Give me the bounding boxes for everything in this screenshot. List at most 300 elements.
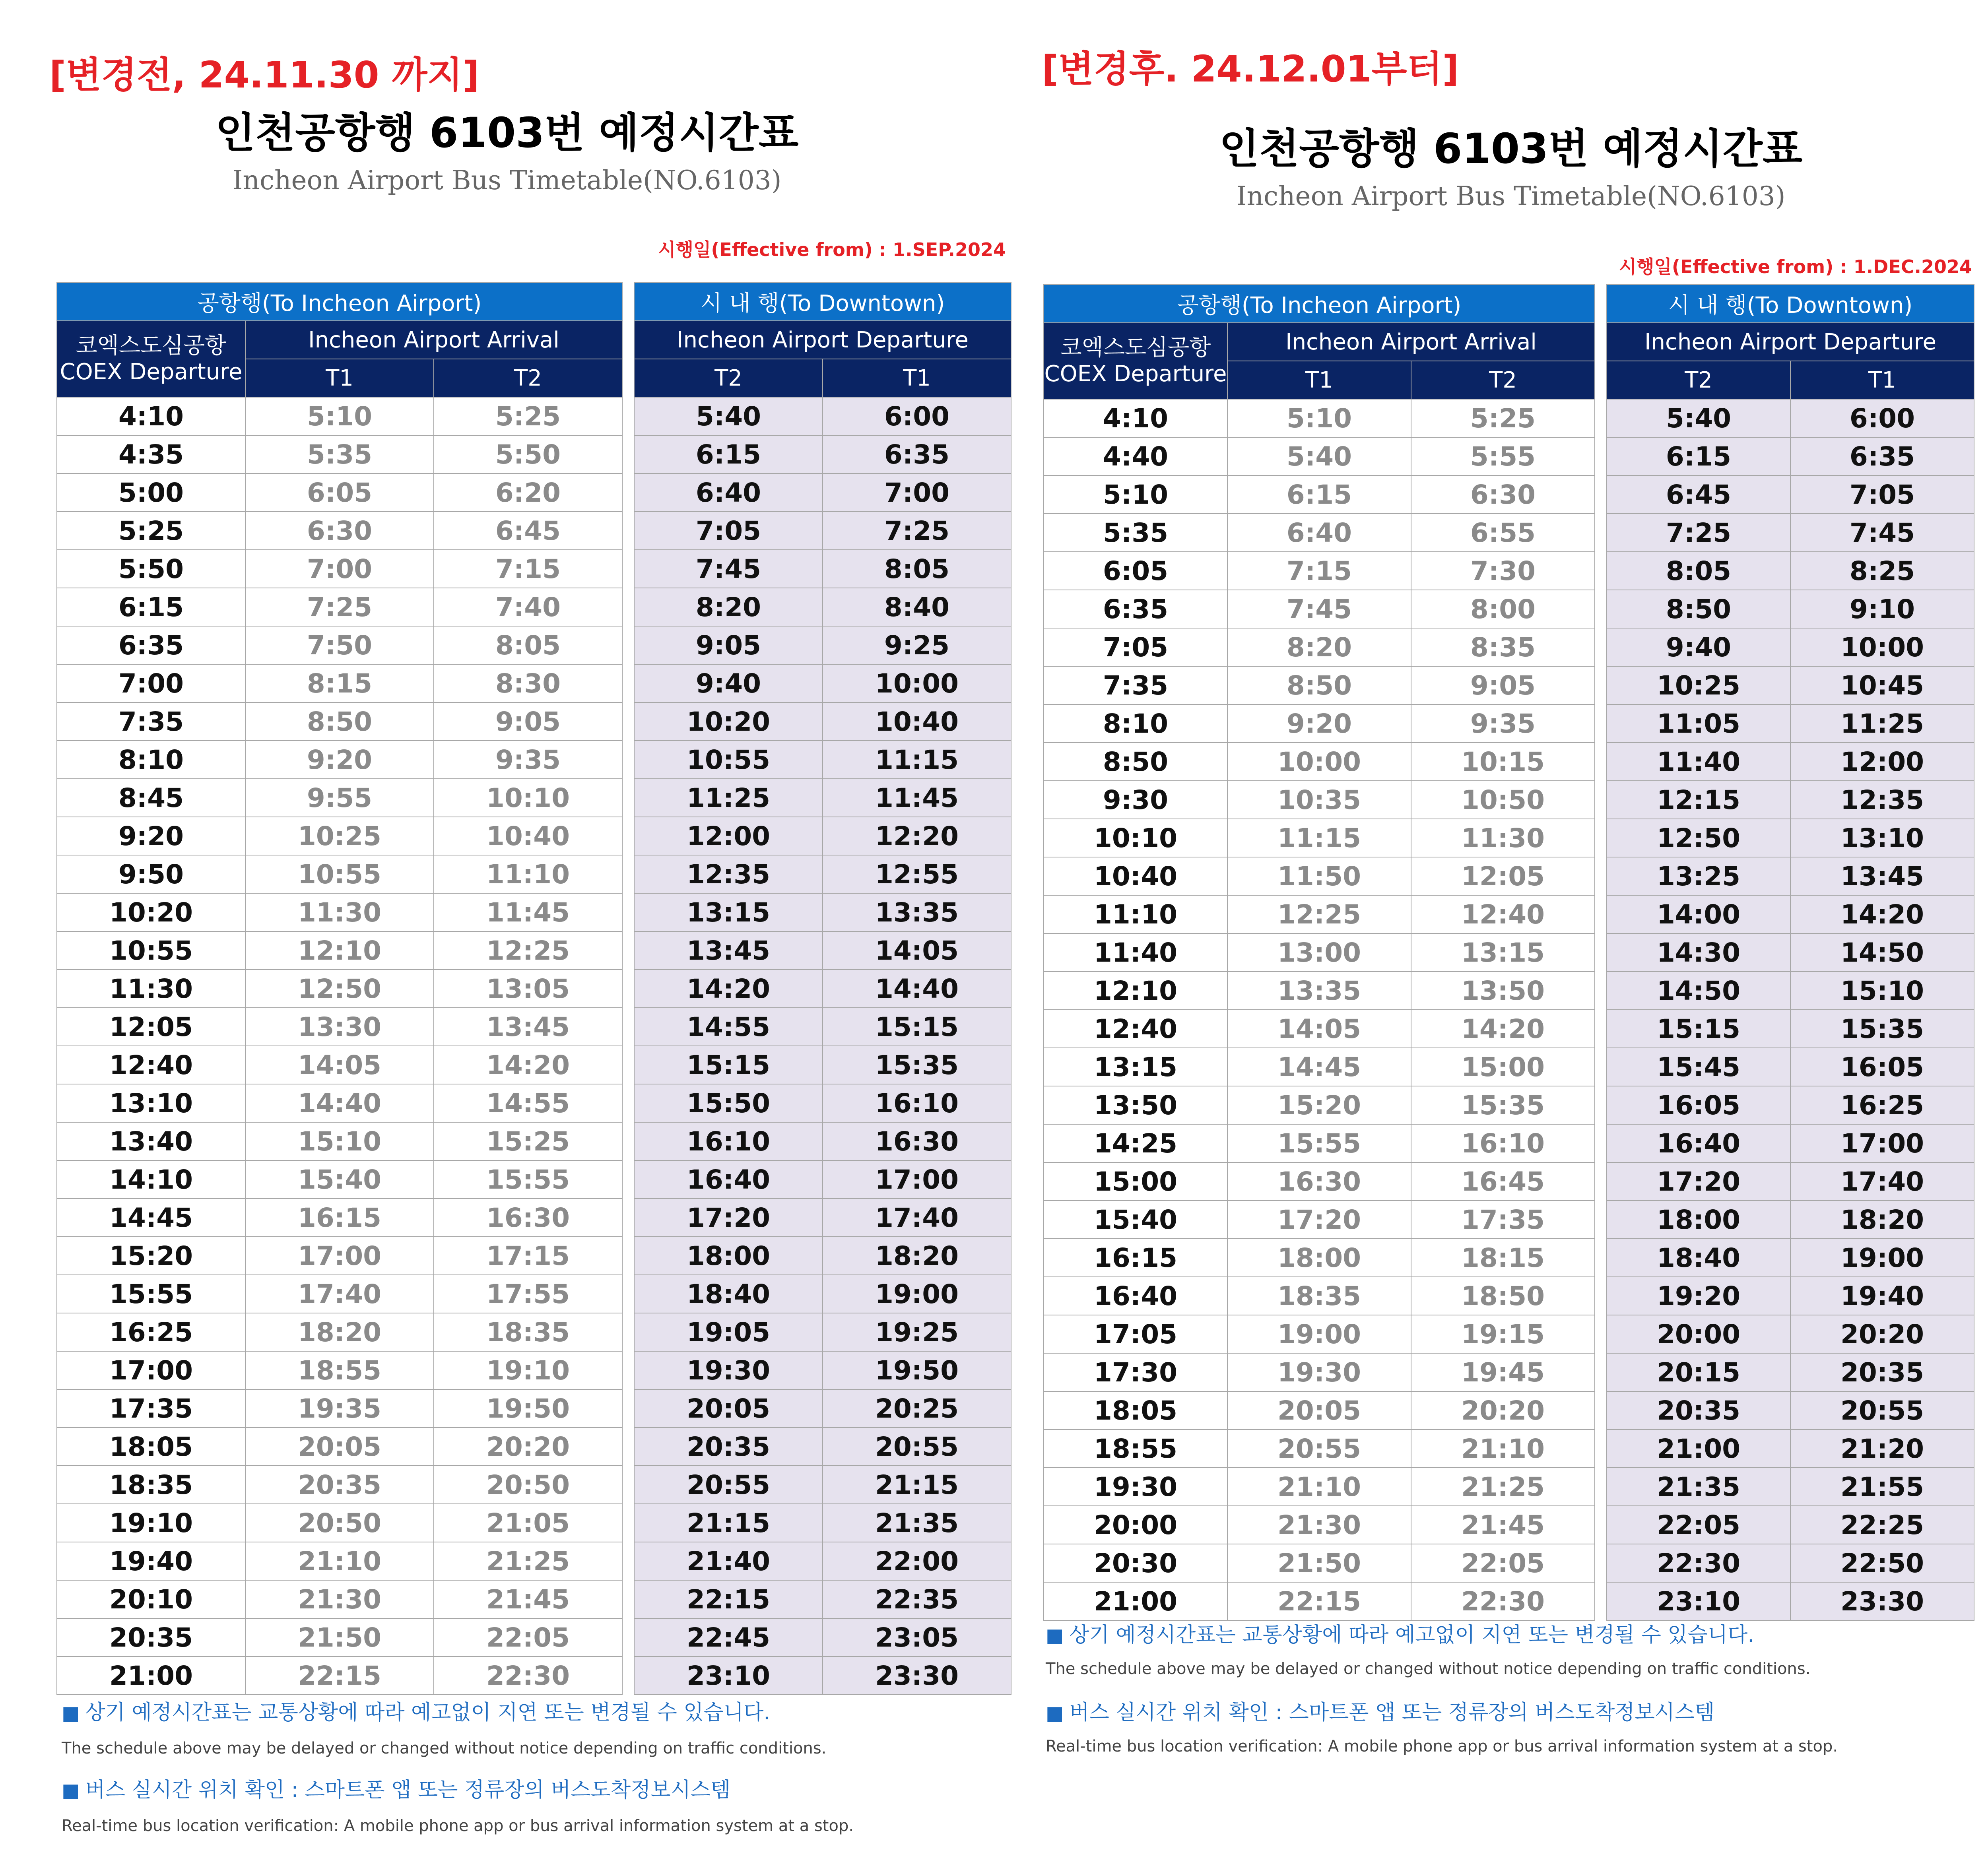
time-cell: 21:15: [823, 1466, 1011, 1504]
time-cell: 22:05: [434, 1618, 622, 1657]
table-row: [1044, 1506, 1595, 1544]
time-cell: 12:35: [634, 855, 823, 893]
table-row: [57, 1313, 622, 1351]
time-cell: 21:15: [634, 1504, 823, 1542]
table-row: [634, 1428, 1011, 1466]
time-cell: 10:15: [1411, 743, 1595, 781]
time-cell: 23:30: [823, 1657, 1011, 1695]
time-cell: 9:35: [434, 741, 622, 779]
table-row: [1607, 1582, 1974, 1620]
time-cell: 15:15: [634, 1046, 823, 1084]
time-cell: 10:50: [1411, 781, 1595, 819]
time-cell: 14:40: [245, 1084, 434, 1122]
realtime-notice-ko-text: 버스 실시간 위치 확인 : 스마트폰 앱 또는 정류장의 버스도착정보시스템: [85, 1778, 731, 1802]
time-cell: 17:15: [434, 1237, 622, 1275]
table-row: [634, 1466, 1011, 1504]
time-cell: 15:50: [634, 1084, 823, 1122]
col-header-t1: T1: [245, 359, 434, 397]
table-row: [634, 626, 1011, 664]
time-cell: 16:40: [634, 1160, 823, 1199]
time-cell: 10:45: [1790, 666, 1974, 704]
time-cell: 21:00: [57, 1657, 245, 1695]
timetable-after-panel: [1034, 0, 1988, 1868]
time-cell: 22:00: [823, 1542, 1011, 1580]
time-cell: 12:40: [57, 1046, 245, 1084]
time-cell: 16:30: [434, 1199, 622, 1237]
time-cell: 21:25: [1411, 1468, 1595, 1506]
time-cell: 8:35: [1411, 628, 1595, 666]
time-cell: 13:05: [434, 970, 622, 1008]
time-cell: 9:20: [245, 741, 434, 779]
time-cell: 15:35: [823, 1046, 1011, 1084]
table-row: [1607, 1544, 1974, 1582]
time-cell: 15:00: [1044, 1162, 1227, 1201]
time-cell: 7:40: [434, 588, 622, 626]
table-row: [57, 1008, 622, 1046]
time-cell: 18:40: [634, 1275, 823, 1313]
table-row: [634, 1237, 1011, 1275]
table-row: [57, 1618, 622, 1657]
table-row: [634, 1618, 1011, 1657]
table-row: [1607, 1124, 1974, 1162]
time-cell: 11:40: [1044, 933, 1227, 972]
table-row: [634, 702, 1011, 741]
time-cell: 19:10: [434, 1351, 622, 1389]
time-cell: 7:15: [1227, 552, 1411, 590]
time-cell: 22:05: [1607, 1506, 1790, 1544]
time-cell: 17:05: [1044, 1315, 1227, 1353]
time-cell: 19:30: [634, 1351, 823, 1389]
time-cell: 9:30: [1044, 781, 1227, 819]
time-cell: 9:20: [1227, 704, 1411, 743]
time-cell: 8:05: [1607, 552, 1790, 590]
time-cell: 20:20: [1411, 1391, 1595, 1430]
time-cell: 10:20: [57, 893, 245, 931]
time-cell: 16:40: [1607, 1124, 1790, 1162]
time-cell: 19:00: [823, 1275, 1011, 1313]
table-row: [57, 1084, 622, 1122]
time-cell: 13:50: [1044, 1086, 1227, 1124]
time-cell: 8:15: [245, 664, 434, 702]
time-cell: 14:20: [634, 970, 823, 1008]
time-cell: 20:00: [1607, 1315, 1790, 1353]
time-cell: 7:50: [245, 626, 434, 664]
time-cell: 11:25: [634, 779, 823, 817]
time-cell: 22:35: [823, 1580, 1011, 1618]
time-cell: 16:30: [823, 1122, 1011, 1160]
time-cell: 12:05: [57, 1008, 245, 1046]
time-cell: 14:55: [634, 1008, 823, 1046]
table-row: [1044, 1277, 1595, 1315]
table-row: [634, 855, 1011, 893]
time-cell: 5:35: [1044, 514, 1227, 552]
time-cell: 16:15: [1044, 1239, 1227, 1277]
table-row: [57, 1237, 622, 1275]
time-cell: 20:05: [1227, 1391, 1411, 1430]
time-cell: 4:10: [1044, 399, 1227, 437]
time-cell: 10:00: [823, 664, 1011, 702]
table-row: [57, 550, 622, 588]
time-cell: 14:05: [245, 1046, 434, 1084]
time-cell: 6:35: [1790, 437, 1974, 475]
time-cell: 12:50: [1607, 819, 1790, 857]
to-airport-table: [1043, 284, 1595, 1621]
table-row: [57, 473, 622, 512]
time-cell: 14:55: [434, 1084, 622, 1122]
time-cell: 15:40: [1044, 1201, 1227, 1239]
time-cell: 8:50: [1607, 590, 1790, 628]
time-cell: 19:20: [1607, 1277, 1790, 1315]
time-cell: 11:15: [823, 741, 1011, 779]
time-cell: 7:35: [1044, 666, 1227, 704]
time-cell: 20:05: [245, 1428, 434, 1466]
time-cell: 8:50: [1227, 666, 1411, 704]
time-cell: 19:45: [1411, 1353, 1595, 1391]
time-cell: 4:35: [57, 435, 245, 473]
time-cell: 8:30: [434, 664, 622, 702]
time-cell: 17:40: [245, 1275, 434, 1313]
table-row: [57, 1504, 622, 1542]
time-cell: 6:45: [434, 512, 622, 550]
time-cell: 11:10: [1044, 895, 1227, 933]
time-cell: 16:05: [1607, 1086, 1790, 1124]
time-cell: 11:30: [245, 893, 434, 931]
time-cell: 6:30: [1411, 475, 1595, 514]
table-row: [1044, 590, 1595, 628]
col-header-t1: T1: [823, 359, 1011, 397]
table-row: [57, 588, 622, 626]
time-cell: 7:05: [634, 512, 823, 550]
table-row: [57, 1466, 622, 1504]
time-cell: 13:25: [1607, 857, 1790, 895]
time-cell: 22:30: [1411, 1582, 1595, 1620]
table-row: [57, 1275, 622, 1313]
time-cell: 7:45: [1227, 590, 1411, 628]
time-cell: 21:20: [1790, 1430, 1974, 1468]
time-cell: 5:25: [1411, 399, 1595, 437]
time-cell: 14:25: [1044, 1124, 1227, 1162]
delay-notice-en: The schedule above may be delayed or changed without notice depending on traffic conditions.: [62, 1739, 827, 1757]
time-cell: 23:10: [1607, 1582, 1790, 1620]
time-cell: 9:10: [1790, 590, 1974, 628]
time-cell: 7:25: [823, 512, 1011, 550]
time-cell: 16:40: [1044, 1277, 1227, 1315]
table-row: [1044, 1468, 1595, 1506]
time-cell: 20:55: [1227, 1430, 1411, 1468]
table-row: [634, 664, 1011, 702]
time-cell: 12:40: [1411, 895, 1595, 933]
table-row: [634, 1313, 1011, 1351]
time-cell: 6:05: [1044, 552, 1227, 590]
time-cell: 20:55: [1790, 1391, 1974, 1430]
time-cell: 18:20: [1790, 1201, 1974, 1239]
time-cell: 14:50: [1790, 933, 1974, 972]
time-cell: 12:25: [1227, 895, 1411, 933]
delay-notice-en: The schedule above may be delayed or changed without notice depending on traffic conditions.: [1046, 1660, 1811, 1678]
time-cell: 5:25: [57, 512, 245, 550]
table-row: [1607, 1162, 1974, 1201]
table-row: [1044, 514, 1595, 552]
time-cell: 15:35: [1411, 1086, 1595, 1124]
time-cell: 13:40: [57, 1122, 245, 1160]
table-row: [634, 550, 1011, 588]
time-cell: 20:35: [1607, 1391, 1790, 1430]
time-cell: 17:20: [634, 1199, 823, 1237]
time-cell: 21:40: [634, 1542, 823, 1580]
time-cell: 10:00: [1790, 628, 1974, 666]
time-cell: 20:20: [434, 1428, 622, 1466]
time-cell: 11:05: [1607, 704, 1790, 743]
table-row: [1044, 972, 1595, 1010]
time-cell: 5:25: [434, 397, 622, 435]
time-cell: 5:40: [634, 397, 823, 435]
time-cell: 15:55: [1227, 1124, 1411, 1162]
time-cell: 6:30: [245, 512, 434, 550]
time-cell: 18:20: [245, 1313, 434, 1351]
time-cell: 5:50: [57, 550, 245, 588]
time-cell: 15:25: [434, 1122, 622, 1160]
time-cell: 21:10: [245, 1542, 434, 1580]
table-row: [634, 1008, 1011, 1046]
to-airport-table: [56, 282, 623, 1695]
time-cell: 21:10: [1411, 1430, 1595, 1468]
time-cell: 10:00: [1227, 743, 1411, 781]
table-row: [57, 1160, 622, 1199]
time-cell: 12:10: [1044, 972, 1227, 1010]
time-cell: 18:50: [1411, 1277, 1595, 1315]
time-cell: 18:20: [823, 1237, 1011, 1275]
time-cell: 14:10: [57, 1160, 245, 1199]
time-cell: 20:15: [1607, 1353, 1790, 1391]
table-row: [1044, 704, 1595, 743]
to-downtown-header: 시 내 행(To Downtown): [634, 283, 1011, 321]
time-cell: 10:40: [823, 702, 1011, 741]
delay-notice-ko: [62, 1695, 770, 1725]
to-airport-header: 공항행(To Incheon Airport): [57, 283, 622, 321]
table-row: [1607, 628, 1974, 666]
table-row: [57, 1389, 622, 1428]
table-row: [1607, 704, 1974, 743]
time-cell: 5:55: [1411, 437, 1595, 475]
time-cell: 17:55: [434, 1275, 622, 1313]
table-row: [1044, 1124, 1595, 1162]
time-cell: 7:00: [245, 550, 434, 588]
time-cell: 18:00: [1607, 1201, 1790, 1239]
change-after-tag: [변경후. 24.12.01부터]: [1042, 48, 1459, 90]
table-row: [57, 779, 622, 817]
time-cell: 17:35: [1411, 1201, 1595, 1239]
time-cell: 12:20: [823, 817, 1011, 855]
table-row: [57, 1351, 622, 1389]
time-cell: 5:35: [245, 435, 434, 473]
time-cell: 22:30: [1607, 1544, 1790, 1582]
table-row: [1044, 1201, 1595, 1239]
time-cell: 14:20: [434, 1046, 622, 1084]
table-row: [1044, 666, 1595, 704]
delay-notice-ko-text: 상기 예정시간표는 교통상황에 따라 예고없이 지연 또는 변경될 수 있습니다.: [1069, 1623, 1754, 1647]
time-cell: 17:40: [1790, 1162, 1974, 1201]
table-row: [634, 1542, 1011, 1580]
time-cell: 13:15: [634, 893, 823, 931]
coex-departure-label-en: COEX Departure: [1044, 361, 1227, 387]
time-cell: 10:35: [1227, 781, 1411, 819]
time-cell: 8:50: [1044, 743, 1227, 781]
time-cell: 21:30: [1227, 1506, 1411, 1544]
time-cell: 11:50: [1227, 857, 1411, 895]
table-row: [1607, 1315, 1974, 1353]
to-airport-rows: [1044, 399, 1595, 1620]
to-downtown-rows: [634, 397, 1011, 1695]
time-cell: 17:00: [1790, 1124, 1974, 1162]
time-cell: 12:25: [434, 931, 622, 970]
time-cell: 7:35: [57, 702, 245, 741]
time-cell: 18:40: [1607, 1239, 1790, 1277]
table-row: [1607, 857, 1974, 895]
time-cell: 21:05: [434, 1504, 622, 1542]
time-cell: 22:30: [434, 1657, 622, 1695]
table-row: [634, 1504, 1011, 1542]
time-cell: 7:25: [245, 588, 434, 626]
time-cell: 13:00: [1227, 933, 1411, 972]
time-cell: 13:45: [434, 1008, 622, 1046]
time-cell: 10:25: [1607, 666, 1790, 704]
time-cell: 14:45: [57, 1199, 245, 1237]
time-cell: 6:45: [1607, 475, 1790, 514]
time-cell: 10:10: [434, 779, 622, 817]
time-cell: 15:20: [57, 1237, 245, 1275]
time-cell: 19:50: [434, 1389, 622, 1428]
page-title: 인천공항행 6103번 예정시간표: [1219, 124, 1803, 173]
time-cell: 20:05: [634, 1389, 823, 1428]
table-row: [1607, 1201, 1974, 1239]
time-cell: 22:45: [634, 1618, 823, 1657]
time-cell: 17:40: [823, 1199, 1011, 1237]
time-cell: 17:20: [1227, 1201, 1411, 1239]
time-cell: 12:50: [245, 970, 434, 1008]
col-header-t2: T2: [1411, 361, 1595, 399]
to-downtown-table: [1606, 284, 1974, 1621]
time-cell: 12:00: [1790, 743, 1974, 781]
time-cell: 21:35: [1607, 1468, 1790, 1506]
time-cell: 22:25: [1790, 1506, 1974, 1544]
table-row: [1044, 1010, 1595, 1048]
table-row: [1044, 1239, 1595, 1277]
time-cell: 21:10: [1227, 1468, 1411, 1506]
time-cell: 5:10: [1227, 399, 1411, 437]
table-row: [1044, 1391, 1595, 1430]
time-cell: 6:00: [1790, 399, 1974, 437]
table-row: [57, 817, 622, 855]
table-row: [634, 435, 1011, 473]
time-cell: 20:35: [245, 1466, 434, 1504]
time-cell: 16:10: [634, 1122, 823, 1160]
table-row: [1044, 1353, 1595, 1391]
time-cell: 19:30: [1227, 1353, 1411, 1391]
time-cell: 11:30: [1411, 819, 1595, 857]
time-cell: 7:45: [1790, 514, 1974, 552]
time-cell: 4:40: [1044, 437, 1227, 475]
square-bullet-icon: ■: [62, 1702, 80, 1724]
time-cell: 7:45: [634, 550, 823, 588]
table-row: [1607, 819, 1974, 857]
time-cell: 11:45: [823, 779, 1011, 817]
time-cell: 14:20: [1790, 895, 1974, 933]
time-cell: 8:20: [634, 588, 823, 626]
time-cell: 22:15: [1227, 1582, 1411, 1620]
time-cell: 19:25: [823, 1313, 1011, 1351]
time-cell: 15:40: [245, 1160, 434, 1199]
table-row: [57, 702, 622, 741]
table-row: [1607, 1048, 1974, 1086]
time-cell: 19:00: [1790, 1239, 1974, 1277]
airport-arrival-header: Incheon Airport Arrival: [245, 321, 622, 359]
time-cell: 21:50: [245, 1618, 434, 1657]
table-row: [57, 970, 622, 1008]
time-cell: 13:45: [1790, 857, 1974, 895]
time-cell: 22:15: [634, 1580, 823, 1618]
to-downtown-table: [634, 282, 1011, 1695]
table-row: [634, 1580, 1011, 1618]
time-cell: 17:00: [245, 1237, 434, 1275]
time-cell: 5:10: [245, 397, 434, 435]
time-cell: 19:30: [1044, 1468, 1227, 1506]
time-cell: 20:35: [634, 1428, 823, 1466]
time-cell: 7:05: [1790, 475, 1974, 514]
time-cell: 6:35: [57, 626, 245, 664]
table-row: [1044, 552, 1595, 590]
time-cell: 8:20: [1227, 628, 1411, 666]
table-row: [1044, 399, 1595, 437]
table-row: [1607, 399, 1974, 437]
time-cell: 16:10: [1411, 1124, 1595, 1162]
time-cell: 18:15: [1411, 1239, 1595, 1277]
table-row: [634, 893, 1011, 931]
time-cell: 13:10: [57, 1084, 245, 1122]
table-row: [1044, 475, 1595, 514]
time-cell: 18:55: [1044, 1430, 1227, 1468]
square-bullet-icon: ■: [1046, 1624, 1064, 1647]
col-header-t1: T1: [1790, 361, 1974, 399]
time-cell: 8:25: [1790, 552, 1974, 590]
table-row: [57, 855, 622, 893]
time-cell: 13:45: [634, 931, 823, 970]
coex-departure-label-en: COEX Departure: [60, 359, 243, 385]
table-row: [634, 1046, 1011, 1084]
time-cell: 6:15: [1227, 475, 1411, 514]
time-cell: 12:00: [634, 817, 823, 855]
time-cell: 7:25: [1607, 514, 1790, 552]
time-cell: 6:40: [1227, 514, 1411, 552]
time-cell: 20:35: [57, 1618, 245, 1657]
time-cell: 19:50: [823, 1351, 1011, 1389]
time-cell: 14:40: [823, 970, 1011, 1008]
coex-departure-header: [57, 321, 245, 397]
time-cell: 10:55: [634, 741, 823, 779]
time-cell: 14:05: [823, 931, 1011, 970]
table-row: [57, 397, 622, 435]
time-cell: 15:20: [1227, 1086, 1411, 1124]
table-row: [57, 1542, 622, 1580]
time-cell: 20:30: [1044, 1544, 1227, 1582]
time-cell: 19:15: [1411, 1315, 1595, 1353]
airport-departure-header: Incheon Airport Departure: [634, 321, 1011, 359]
time-cell: 8:50: [245, 702, 434, 741]
time-cell: 5:40: [1227, 437, 1411, 475]
table-row: [1044, 743, 1595, 781]
table-row: [57, 1580, 622, 1618]
time-cell: 19:10: [57, 1504, 245, 1542]
time-cell: 5:10: [1044, 475, 1227, 514]
